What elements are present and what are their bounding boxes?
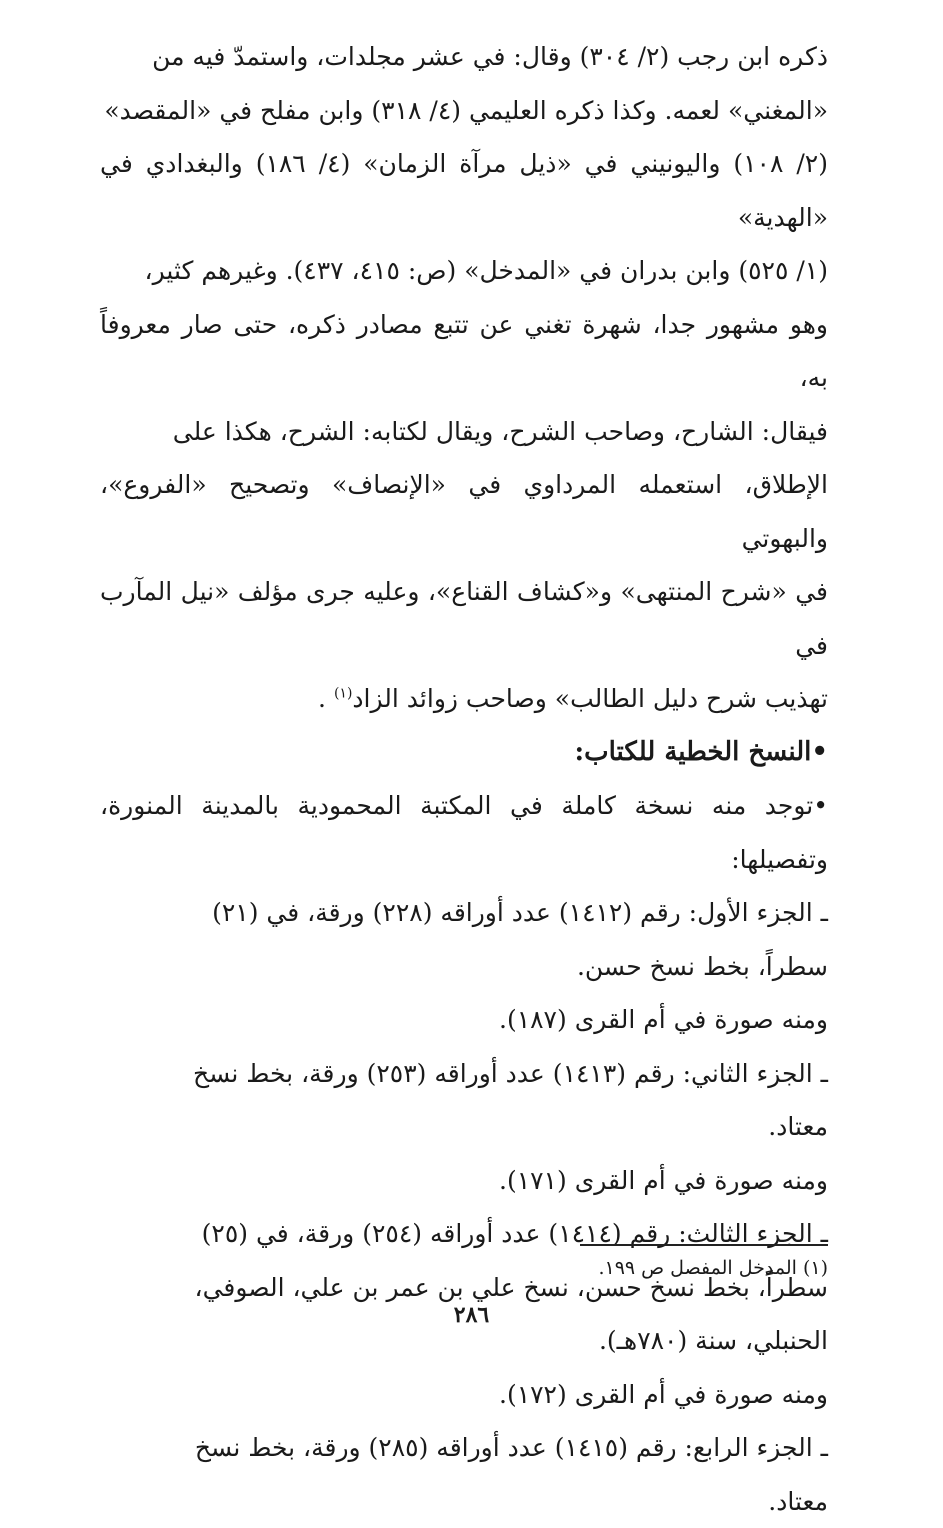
text-line: تهذيب شرح دليل الطالب» وصاحب زوائد الزاد: [352, 684, 828, 713]
part-four: [100, 1421, 828, 1528]
text-line: معتاد.: [100, 1100, 828, 1154]
text-line: ـ الجزء الثاني: رقم (١٤١٣) عدد أوراقه (٢٥٣) ورقة، بخط نسخ: [100, 1047, 828, 1101]
part-one: [100, 886, 828, 1047]
text-line: (٢/ ١٠٨) واليونيني في «ذيل مرآة الزمان» (٤/ ١٨٦) والبغدادي في «الهدية»: [100, 137, 828, 244]
page-number: ٢٨٦: [0, 1302, 943, 1328]
section-heading: •النسخ الخطية للكتاب:: [100, 726, 828, 780]
text-line: وهو مشهور جدا، شهرة تغني عن تتبع مصادر ذكره، حتى صار معروفاً به،: [100, 298, 828, 405]
copy-note: ومنه صورة في أم القرى (١٨٧).: [100, 993, 828, 1047]
footnote-divider: [580, 1244, 828, 1246]
copy-description: •توجد منه نسخة كاملة في المكتبة المحمودية بالمدينة المنورة، وتفصيلها:: [100, 779, 828, 886]
text-line: ـ الجزء الأول: رقم (١٤١٢) عدد أوراقه (٢٢٨) ورقة، في (٢١): [100, 886, 828, 940]
copy-note: ومنه صورة في أم القرى (١٧١).: [100, 1154, 828, 1208]
footnote-reference: (١): [334, 686, 352, 702]
text-line: سطراً، بخط نسخ حسن، نسخ علي بن عمر بن علي، الصوفي،: [100, 1261, 828, 1315]
text-line: ـ الجزء الثالث: رقم (١٤١٤) عدد أوراقه (٢٥٤) ورقة، في (٢٥): [100, 1207, 828, 1261]
text-line: معتاد.: [100, 1475, 828, 1528]
text-line: الحنبلي، سنة (٧٨٠هـ).: [100, 1314, 828, 1368]
text-line-with-footnote: [100, 672, 828, 726]
text-line: ـ الجزء الرابع: رقم (١٤١٥) عدد أوراقه (٢٨٥) ورقة، بخط نسخ: [100, 1421, 828, 1475]
text-line: ذكره ابن رجب (٢/ ٣٠٤) وقال: في عشر مجلدات، واستمدّ فيه من: [100, 30, 828, 84]
footnote: (١) المدخل المفصل ص ١٩٩.: [228, 1254, 828, 1282]
text-line: في «شرح المنتهى» و«كشاف القناع»، وعليه جرى مؤلف «نيل المآرب في: [100, 565, 828, 672]
text-line: فيقال: الشارح، وصاحب الشرح، ويقال لكتابه: الشرح، هكذا على: [100, 405, 828, 459]
intro-paragraph: [100, 30, 828, 726]
part-two: [100, 1047, 828, 1208]
text-line: سطراً، بخط نسخ حسن.: [100, 940, 828, 994]
line-end-period: .: [318, 684, 326, 713]
copy-note: ومنه صورة في أم القرى (١٧٢).: [100, 1368, 828, 1422]
text-line: «المغني» لعمه. وكذا ذكره العليمي (٤/ ٣١٨) وابن مفلح في «المقصد»: [100, 84, 828, 138]
text-line: (١/ ٥٢٥) وابن بدران في «المدخل» (ص: ٤١٥، ٤٣٧). وغيرهم كثير،: [100, 244, 828, 298]
text-line: الإطلاق، استعمله المرداوي في «الإنصاف» وتصحيح «الفروع»، والبهوتي: [100, 458, 828, 565]
